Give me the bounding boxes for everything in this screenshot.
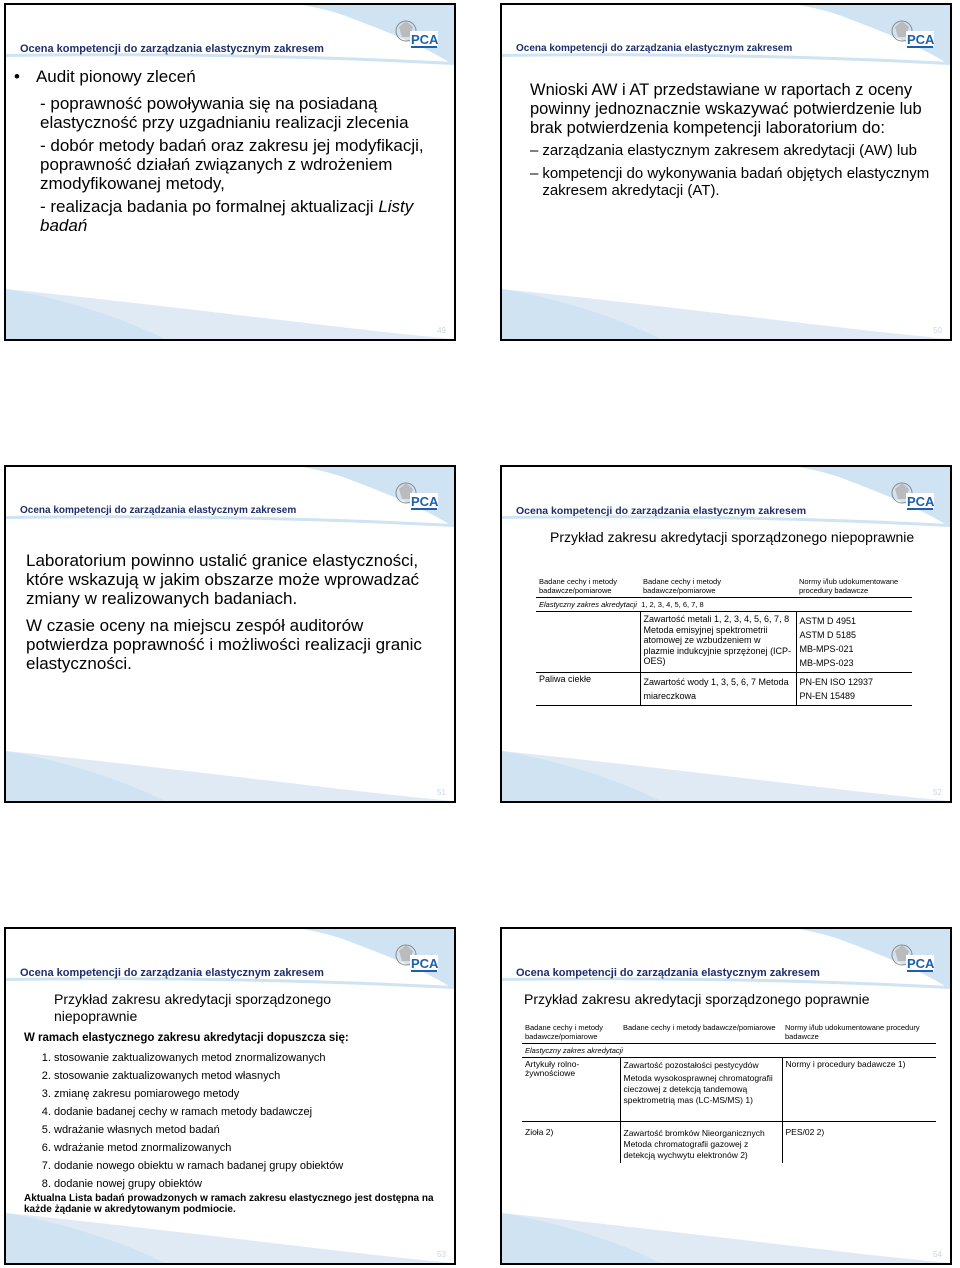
pca-logo-icon: [888, 479, 938, 517]
slide-header-wave: [502, 929, 950, 989]
scope-table: [522, 1021, 936, 1163]
slide-footer-wave: [6, 289, 454, 339]
slide-header-wave: [502, 467, 950, 527]
slide-header-wave: [6, 5, 454, 65]
slide-number: 52: [933, 788, 942, 797]
slide-header-wave: [6, 467, 454, 527]
table-row: Zawartość metali 1, 2, 3, 4, 5, 6, 7, 8 Metoda emisyjnej spektrometrii atomowej ze wzbudzeniem w plazmie indukcyjnie sprzężonej (ICP-OES) ASTM D 4951 ASTM D 5185 MB-MPS-021 MB-MPS-023: [536, 612, 912, 673]
paragraph: W czasie oceny na miejscu zespół auditorów potwierdza poprawność i możliwości realizacji granic elastyczności.: [26, 616, 422, 673]
lead-text: W ramach elastycznego zakresu akredytacji dopuszcza się:: [24, 1032, 349, 1044]
slide-number: 54: [933, 1250, 942, 1259]
intro-text: Wnioski AW i AT przedstawiane w raportach z oceny powinny jednoznacznie wskazywać potwierdzenie lub brak potwierdzenia kompetencji laboratorium do:: [530, 81, 922, 137]
slide-title: Przykład zakresu akredytacji sporządzonego niepoprawnie: [54, 991, 332, 1024]
slide-number: 50: [933, 326, 942, 335]
slide-header: Ocena kompetencji do zarządzania elastycznym zakresem: [516, 505, 807, 517]
list-item: 1. stosowanie zaktualizowanych metod znormalizowanych: [54, 1049, 440, 1067]
slide-51: [4, 465, 456, 803]
list-item: 6. wdrażanie metod znormalizowanych: [54, 1139, 440, 1157]
pca-logo-icon: [888, 941, 938, 979]
slide-footer-wave: [6, 751, 454, 801]
list-item: 7. dodanie nowego obiektu w ramach badanej grupy obiektów: [54, 1157, 440, 1175]
table-row: Zioła 2) Zawartość bromków Nieorganicznych Metoda chromatografii gazowej z detekcją wychwytu elektronów 2) PES/02 2): [522, 1122, 936, 1164]
slide-50: [500, 3, 952, 341]
pca-logo-icon: [392, 941, 442, 979]
dash-item: – kompetencji do wykonywania badań objętych elastycznym zakresem akredytacji (AT).: [530, 165, 930, 199]
slide-53: [4, 927, 456, 1265]
bullet-text: Audit pionowy zleceń: [35, 67, 196, 86]
slide-number: 53: [437, 1250, 446, 1259]
slide-footer-wave: [502, 289, 950, 339]
list-item: 4. dodanie badanej cechy w ramach metody badawczej: [54, 1103, 440, 1121]
dash-item: – zarządzania elastycznym zakresem akredytacji (AW) lub: [530, 142, 917, 159]
slide-header: Ocena kompetencji do zarządzania elastycznym zakresem: [516, 967, 820, 979]
slide-header: Ocena kompetencji do zarządzania elastycznym zakresem: [20, 505, 297, 516]
list-item: 5. wdrażanie własnych metod badań: [54, 1121, 440, 1139]
slide-49-content: [14, 67, 440, 235]
slide-footer-wave: [502, 1213, 950, 1263]
bullet-icon: •: [14, 67, 20, 86]
bullet-item: [14, 67, 440, 86]
slide-header-wave: [502, 5, 950, 65]
slide-49: [4, 3, 456, 341]
list-item: 8. dodanie nowej grupy obiektów: [54, 1175, 440, 1193]
paragraph: Laboratorium powinno ustalić granice elastyczności, które wskazują w jakim obszarze może wprowadzać zmiany w realizowanych badaniach.: [26, 551, 420, 608]
slide-header-wave: [6, 929, 454, 989]
table-header-row: Badane cechy i metody badawcze/pomiarowe Badane cechy i metody badawcze/pomiarowe Normy i/lub udokumentowane procedury badawcze: [536, 575, 912, 598]
slide-header: Ocena kompetencji do zarządzania elastycznym zakresem: [20, 967, 324, 979]
text-line: - realizacja badania po formalnej aktualizacji Listy badań: [40, 197, 414, 235]
slide-header: Ocena kompetencji do zarządzania elastycznym zakresem: [516, 43, 793, 54]
list-item: 3. zmianę zakresu pomiarowego metody: [54, 1085, 440, 1103]
pca-logo-icon: [392, 17, 442, 55]
table-header-row: Badane cechy i metody badawcze/pomiarowe Badane cechy i metody badawcze/pomiarowe Normy i/lub udokumentowane procedury badawcze: [522, 1021, 936, 1044]
slide-number: 51: [437, 788, 446, 797]
table-row: Artykuły rolno-żywnościowe Zawartość pozostałości pestycydów Metoda wysokosprawnej chromatografii cieczowej z detekcją tandemową spektrometrią mas (LC-MS/MS) 1) Normy i procedury badawcze 1): [522, 1058, 936, 1122]
slide-number: 49: [437, 326, 446, 335]
slide-title: Przykład zakresu akredytacji sporządzonego poprawnie: [524, 991, 870, 1007]
pca-logo-icon: [392, 479, 442, 517]
slide-53-content: [24, 1031, 440, 1215]
footer-note: Aktualna Lista badań prowadzonych w ramach zakresu elastycznego jest dostępna na każde żądanie w akredytowanym podmiocie.: [24, 1193, 434, 1215]
allowed-list: [24, 1049, 440, 1193]
text-line: - poprawność powoływania się na posiadaną elastyczność przy uzgadnianiu realizacji zlecenia: [40, 94, 409, 132]
table-row: Elastyczny zakres akredytacji 1, 2, 3, 4, 5, 6, 7, 8: [536, 598, 912, 612]
table-row: Elastyczny zakres akredytacji: [522, 1044, 936, 1058]
slide-50-content: [530, 81, 938, 199]
slide-footer-wave: [502, 751, 950, 801]
table-row: Paliwa ciekłe Zawartość wody 1, 3, 5, 6, 7 Metoda miareczkowa PN-EN ISO 12937 PN-EN 15489: [536, 673, 912, 706]
text-line: - dobór metody badań oraz zakresu jej modyfikacji, poprawność działań związanych z wdrożeniem zmodyfikowanej metody,: [40, 136, 424, 193]
slide-54: [500, 927, 952, 1265]
pca-logo-icon: [888, 17, 938, 55]
slide-footer-wave: [6, 1213, 454, 1263]
list-item: 2. stosowanie zaktualizowanych metod własnych: [54, 1067, 440, 1085]
slide-title: Przykład zakresu akredytacji sporządzonego niepoprawnie: [550, 529, 915, 545]
slide-header: Ocena kompetencji do zarządzania elastycznym zakresem: [20, 43, 324, 55]
slide-52: [500, 465, 952, 803]
scope-table: [536, 575, 912, 706]
slide-51-content: [26, 551, 440, 673]
italic-text: Listy badań: [40, 197, 414, 235]
